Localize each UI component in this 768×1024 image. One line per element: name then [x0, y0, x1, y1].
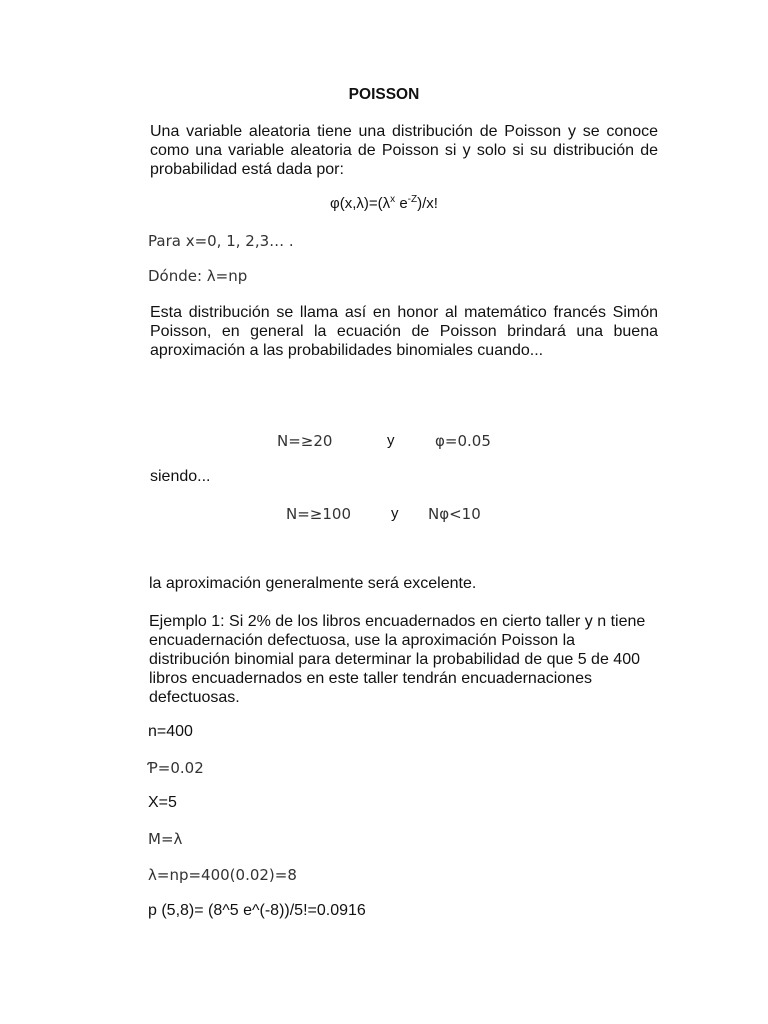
- value-p: Ƥ=0.02: [148, 759, 204, 777]
- conclusion-line: la aproximación generalmente será excelente.: [149, 575, 477, 592]
- example-paragraph: Ejemplo 1: Si 2% de los libros encuadernados en cierto taller y n tiene encuadernación defectuosa, use la aproximación Poisson la distribución binomial para determinar la probabilidad de que 5 de 400 libros encuadernados en este taller tendrán encuadernaciones defectuosas.: [149, 613, 646, 706]
- condition2-left: N=≥100: [286, 505, 351, 523]
- formula-mid: e: [395, 195, 408, 212]
- description-paragraph: Esta distribución se llama así en honor al matemático francés Simón Poisson, en general la ecuación de Poisson brindará una buena aproximación a las probabilidades binomiales cuando...: [150, 304, 658, 359]
- formula-exponent-x: x: [390, 194, 396, 205]
- donde-line: Dónde: λ=np: [148, 267, 248, 285]
- value-n: n=400: [148, 723, 193, 740]
- value-result: p (5,8)= (8^5 e^(-8))/5!=0.0916: [148, 902, 366, 919]
- poisson-formula: [0, 194, 768, 212]
- condition2-joiner: y: [391, 505, 399, 522]
- condition1-joiner: y: [387, 432, 395, 449]
- formula-base: φ(x,λ)=(λ: [330, 195, 391, 212]
- value-m: M=λ: [148, 830, 183, 848]
- condition1-right: φ=0.05: [435, 432, 491, 450]
- para-x-line: Para x=0, 1, 2,3… .: [148, 232, 294, 250]
- page-title: POISSON: [348, 86, 420, 103]
- condition1-left: N=≥20: [277, 432, 333, 450]
- formula-exponent-z: -Z: [407, 194, 418, 205]
- value-lambda: λ=np=400(0.02)=8: [148, 866, 297, 884]
- value-x: X=5: [148, 794, 177, 811]
- siendo-line: siendo...: [150, 468, 211, 485]
- condition2-right: Nφ<10: [428, 505, 481, 523]
- formula-end: )/x!: [417, 195, 438, 212]
- intro-paragraph: Una variable aleatoria tiene una distribución de Poisson y se conoce como una variable aleatoria de Poisson si y solo si su distribución de probabilidad está dada por:: [150, 123, 658, 178]
